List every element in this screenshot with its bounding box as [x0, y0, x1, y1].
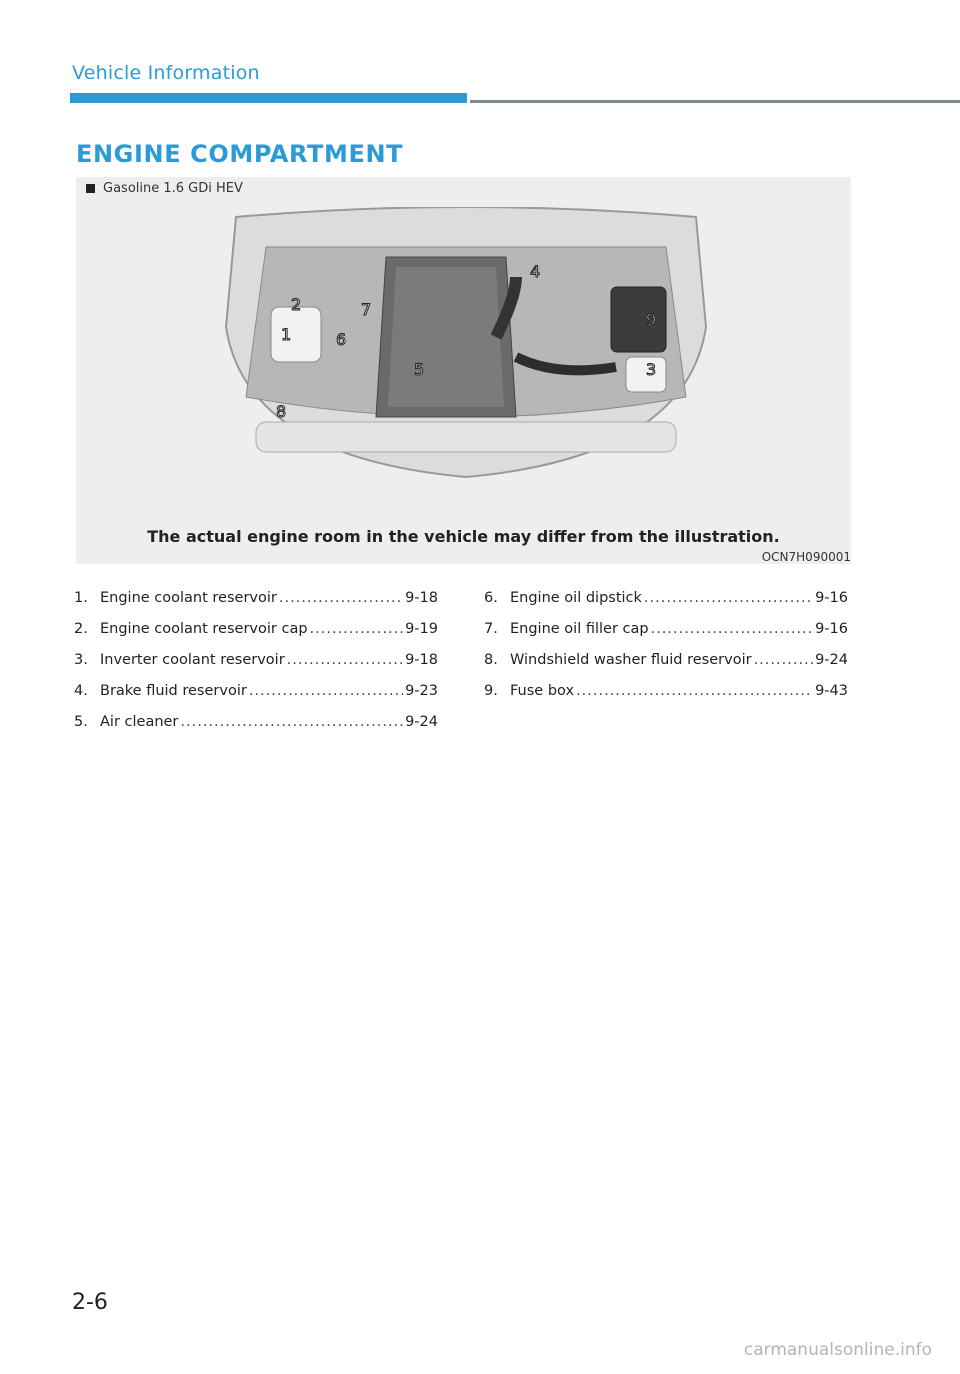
item-number: 9. [484, 683, 498, 699]
leader-dots [651, 621, 813, 637]
running-header: Vehicle Information [72, 62, 260, 84]
list-item [484, 652, 848, 683]
callout-3: 3 [646, 360, 657, 379]
item-page: 9-16 [815, 590, 848, 606]
item-number: 5. [74, 714, 88, 730]
component-list-right [484, 590, 848, 714]
item-page: 9-24 [405, 714, 438, 730]
figure-note: The actual engine room in the vehicle may differ from the illustration. [147, 527, 780, 546]
callout-6: 6 [336, 330, 347, 349]
item-number: 4. [74, 683, 88, 699]
callout-5: 5 [414, 360, 425, 379]
item-number: 3. [74, 652, 88, 668]
item-page: 9-18 [405, 652, 438, 668]
callout-2: 2 [291, 295, 302, 314]
watermark: carmanualsonline.info [743, 1340, 932, 1360]
callout-9: 9 [646, 310, 657, 329]
header-rule-gray [470, 100, 960, 103]
list-item [74, 590, 438, 621]
item-label: Air cleaner [100, 714, 179, 730]
item-page: 9-19 [405, 621, 438, 637]
item-label: Engine oil dipstick [510, 590, 642, 606]
item-page: 9-24 [815, 652, 848, 668]
list-item [74, 621, 438, 652]
figure-label [86, 181, 243, 196]
list-item [484, 590, 848, 621]
item-label: Windshield washer fluid reservoir [510, 652, 752, 668]
figure-label-text: Gasoline 1.6 GDi HEV [103, 181, 243, 196]
item-label: Brake fluid reservoir [100, 683, 247, 699]
callout-8: 8 [276, 402, 287, 421]
leader-dots [644, 590, 813, 606]
callout-1: 1 [281, 325, 292, 344]
item-label: Engine coolant reservoir cap [100, 621, 308, 637]
list-item [484, 683, 848, 714]
square-bullet-icon [86, 184, 95, 193]
figure-code: OCN7H090001 [761, 550, 851, 564]
header-rule-blue [70, 93, 467, 103]
item-page: 9-16 [815, 621, 848, 637]
item-label: Fuse box [510, 683, 575, 699]
list-item [484, 621, 848, 652]
item-label: Inverter coolant reservoir [100, 652, 285, 668]
item-number: 6. [484, 590, 498, 606]
list-item [74, 652, 438, 683]
leader-dots [287, 652, 403, 668]
leader-dots [576, 683, 813, 699]
item-page: 9-18 [405, 590, 438, 606]
item-label: Engine coolant reservoir [100, 590, 277, 606]
item-page: 9-23 [405, 683, 438, 699]
item-label: Engine oil filler cap [510, 621, 649, 637]
item-number: 2. [74, 621, 88, 637]
engine-illustration [216, 207, 716, 497]
section-title: ENGINE COMPARTMENT [76, 140, 404, 168]
item-number: 8. [484, 652, 498, 668]
list-item [74, 683, 438, 714]
list-item [74, 714, 438, 745]
leader-dots [249, 683, 403, 699]
item-page: 9-43 [815, 683, 848, 699]
leader-dots [310, 621, 404, 637]
callout-7: 7 [361, 300, 372, 319]
callout-4: 4 [530, 262, 541, 281]
item-number: 7. [484, 621, 498, 637]
leader-dots [279, 590, 403, 606]
page-number: 2-6 [72, 1290, 108, 1315]
component-list-left [74, 590, 438, 745]
item-number: 1. [74, 590, 88, 606]
engine-figure [76, 177, 851, 564]
leader-dots [180, 714, 403, 730]
leader-dots [754, 652, 814, 668]
